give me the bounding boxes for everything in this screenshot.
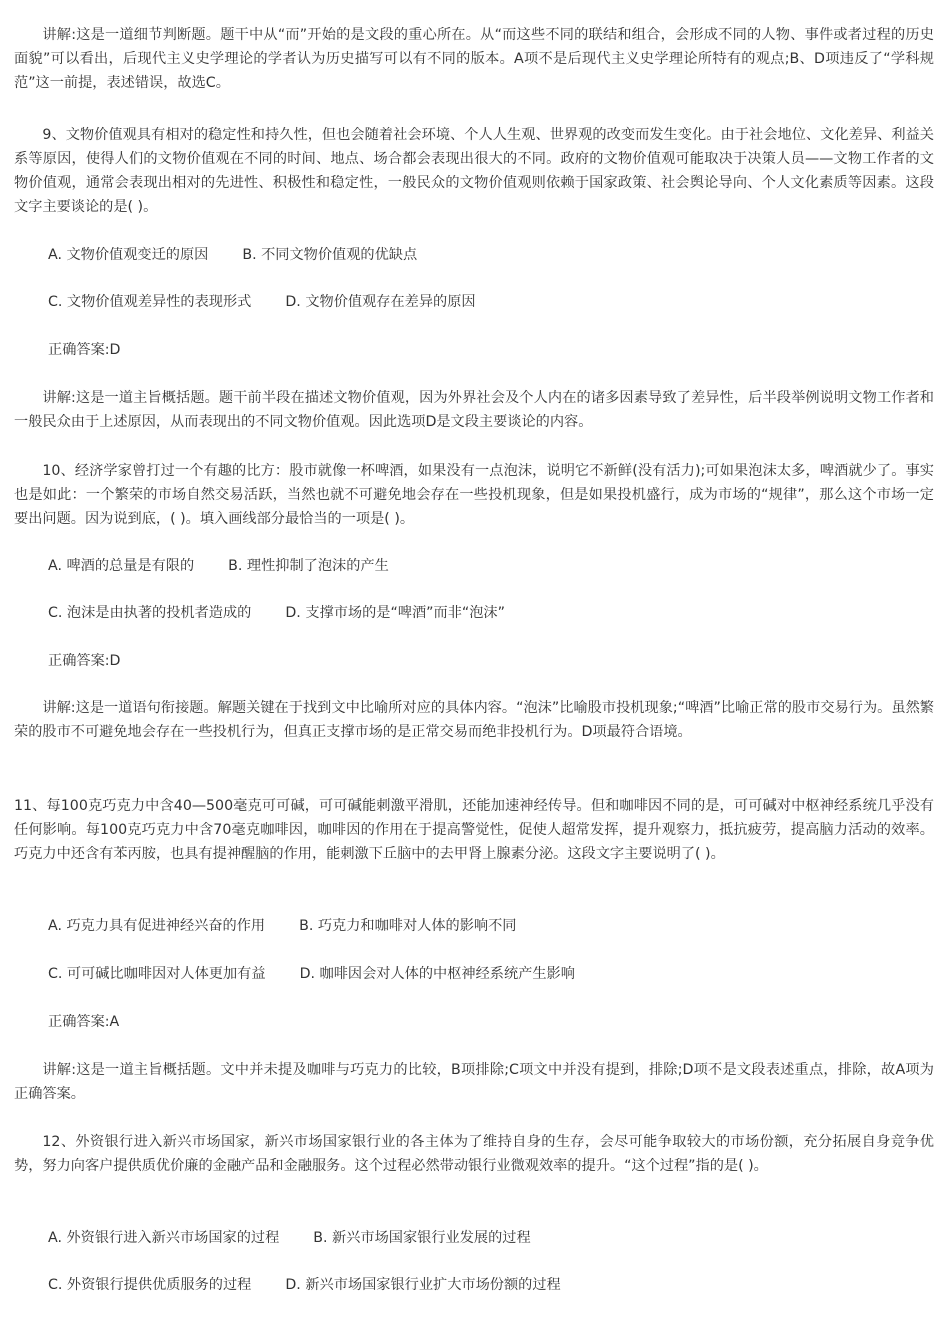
option-a: A. 巧克力具有促进神经兴奋的作用 bbox=[48, 918, 266, 934]
question-10: 10、经济学家曾打过一个有趣的比方：股市就像一杯啤酒，如果没有一点泡沫，说明它不新鲜(没有活力);可如果泡沫太多，啤酒就少了。事实也是如此：一个繁荣的市场自然交易活跃，当然也就不可避免地会存在一些投机现象，但是如果投机盛行，成为市场的“规律”，那么这个市场一定要出问题。因为说到底，( )。填入画线部分最恰当的一项是( )。 bbox=[14, 463, 934, 527]
option-a: A. 啤酒的总量是有限的 bbox=[48, 558, 195, 574]
option-a: A. 文物价值观变迁的原因 bbox=[48, 247, 209, 263]
option-d: D. 新兴市场国家银行业扩大市场份额的过程 bbox=[285, 1277, 561, 1293]
options-row bbox=[48, 601, 505, 625]
option-c: C. 外资银行提供优质服务的过程 bbox=[48, 1277, 252, 1293]
options-row bbox=[48, 554, 389, 578]
option-b: B. 不同文物价值观的优缺点 bbox=[242, 247, 418, 263]
question-12: 12、外资银行进入新兴市场国家，新兴市场国家银行业的各主体为了维持自身的生存，会尽可能争取较大的市场份额，充分拓展自身竞争优势，努力向客户提供质优价廉的金融产品和金融服务。这个过程必然带动银行业微观效率的提升。“这个过程”指的是( )。 bbox=[14, 1134, 934, 1174]
option-c: C. 文物价值观差异性的表现形式 bbox=[48, 294, 252, 310]
option-b: B. 新兴市场国家银行业发展的过程 bbox=[313, 1230, 531, 1246]
correct-answer: 正确答案:D bbox=[48, 342, 121, 358]
option-a: A. 外资银行进入新兴市场国家的过程 bbox=[48, 1230, 280, 1246]
option-d: D. 文物价值观存在差异的原因 bbox=[285, 294, 476, 310]
options-row bbox=[48, 1226, 531, 1250]
option-d: D. 支撑市场的是“啤酒”而非“泡沫” bbox=[285, 605, 505, 621]
option-b: B. 理性抑制了泡沫的产生 bbox=[228, 558, 389, 574]
explanation-paragraph: 讲解:这是一道语句衔接题。解题关键在于找到文中比喻所对应的具体内容。“泡沫”比喻股市投机现象;“啤酒”比喻正常的股市交易行为。虽然繁荣的股市不可避免地会存在一些投机行为，但真正支撑市场的是正常交易而绝非投机行为。D项最符合语境。 bbox=[14, 700, 934, 740]
correct-answer: 正确答案:D bbox=[48, 653, 121, 669]
options-row bbox=[48, 962, 575, 986]
options-row bbox=[48, 914, 517, 938]
options-row bbox=[48, 290, 476, 314]
options-row bbox=[48, 1273, 561, 1297]
options-row bbox=[48, 243, 417, 267]
explanation-paragraph: 讲解:这是一道细节判断题。题干中从“而”开始的是文段的重心所在。从“而这些不同的联结和组合，会形成不同的人物、事件或者过程的历史面貌”可以看出，后现代主义史学理论的学者认为历史描写可以有不同的版本。A项不是后现代主义史学理论所特有的观点;B、D项违反了“学科规范”这一前提，表述错误，故选C。 bbox=[14, 27, 934, 91]
option-c: C. 泡沫是由执著的投机者造成的 bbox=[48, 605, 252, 621]
explanation-paragraph: 讲解:这是一道主旨概括题。题干前半段在描述文物价值观，因为外界社会及个人内在的诸多因素导致了差异性，后半段举例说明文物工作者和一般民众由于上述原因，从而表现出的不同文物价值观。因此选项D是文段主要谈论的内容。 bbox=[14, 390, 934, 430]
question-11: 11、每100克巧克力中含40—500毫克可可碱，可可碱能刺激平滑肌，还能加速神经传导。但和咖啡因不同的是，可可碱对中枢神经系统几乎没有任何影响。每100克巧克力中含70毫克咖啡因，咖啡因的作用在于提高警觉性，促使人超常发挥，提升观察力，抵抗疲劳，提高脑力活动的效率。巧克力中还含有苯丙胺，也具有提神醒脑的作用，能刺激下丘脑中的去甲肾上腺素分泌。这段文字主要说明了( )。 bbox=[14, 798, 934, 862]
question-9: 9、文物价值观具有相对的稳定性和持久性，但也会随着社会环境、个人人生观、世界观的改变而发生变化。由于社会地位、文化差异、利益关系等原因，使得人们的文物价值观在不同的时间、地点、场合都会表现出很大的不同。政府的文物价值观可能取决于决策人员——文物工作者的文物价值观，通常会表现出相对的先进性、积极性和稳定性，一般民众的文物价值观则依赖于国家政策、社会舆论导向、个人文化素质等因素。这段文字主要谈论的是( )。 bbox=[14, 127, 934, 215]
explanation-paragraph: 讲解:这是一道主旨概括题。文中并未提及咖啡与巧克力的比较，B项排除;C项文中并没有提到，排除;D项不是文段表述重点，排除，故A项为正确答案。 bbox=[14, 1062, 934, 1102]
option-c: C. 可可碱比咖啡因对人体更加有益 bbox=[48, 966, 266, 982]
option-d: D. 咖啡因会对人体的中枢神经系统产生影响 bbox=[299, 966, 575, 982]
correct-answer: 正确答案:A bbox=[48, 1014, 120, 1030]
option-b: B. 巧克力和咖啡对人体的影响不同 bbox=[299, 918, 517, 934]
